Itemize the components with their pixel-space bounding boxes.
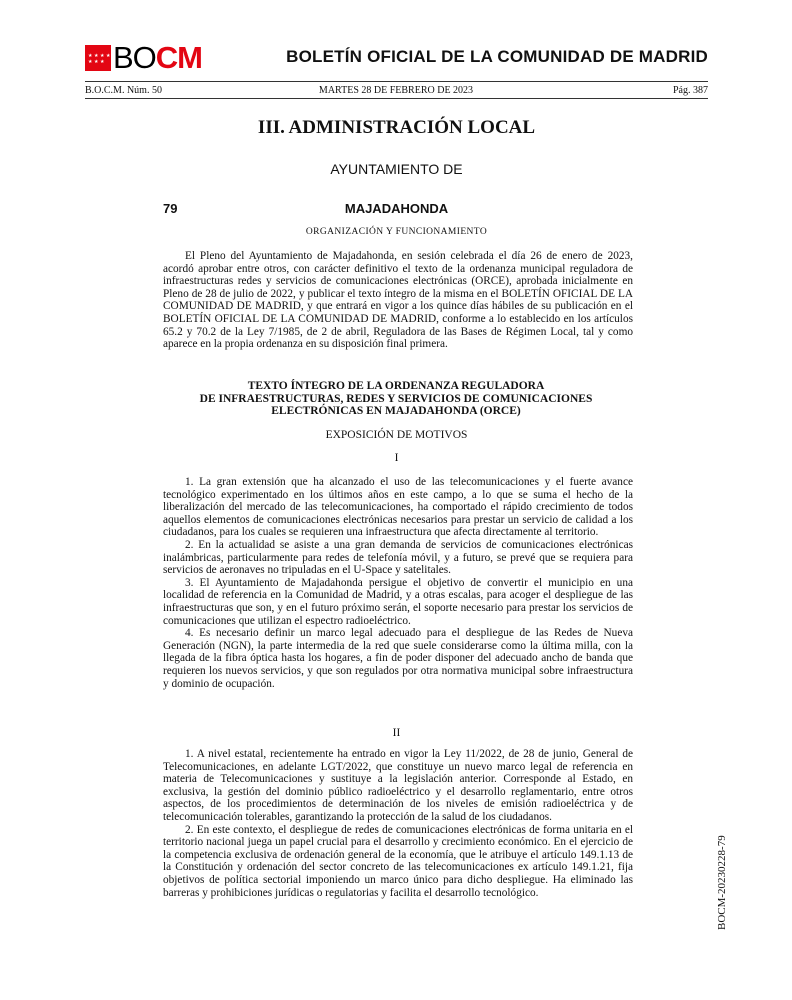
page-number: Pág. 387 (673, 85, 708, 96)
document-code: BOCM-20230228-79 (716, 835, 728, 930)
list-item: 2. En este contexto, el despliegue de redes de comunicaciones electrónicas de forma unitaria en el territorio nacional juega un papel crucial para el desarrollo y crecimiento económico. En el ejercicio de la competencia exclusiva de ordenación general de la economía, que le atribuye el artículo 149.1.13 de la Constitución y ordenación del sector concreto de las telecomunicaciones ex artículo 149.1.21, fija objetivos de política sectorial imponiendo un marco único para dicho despliegue. Ha eliminado las barreras y prohibiciones jurídicas o regulatorias y facilita el desarrollo tecnológico. (163, 823, 633, 899)
list-item: 1. La gran extensión que ha alcanzado el uso de las telecomunicaciones y el fuerte avance tecnológico experimentado en los últimos años en este campo, a lo que se suma el hecho de la liberalización del mercado de las telecomunicaciones, ha comportado el rápido crecimiento de todos aquellos elementos de comunicaciones electrónicas necesarios para prestar un servicio de calidad a los ciudadanos, para los cuales se requieren una infraestructura que afecta directamente al territorio. (163, 476, 633, 539)
announcement-number: 79 (163, 201, 178, 216)
bulletin-number: B.O.C.M. Núm. 50 (85, 85, 162, 96)
part-one (163, 476, 633, 690)
motives-heading: EXPOSICIÓN DE MOTIVOS (325, 429, 468, 441)
header-divider (85, 98, 708, 99)
intro-paragraph: El Pleno del Ayuntamiento de Majadahonda, en sesión celebrada el día 26 de enero de 2023, acordó aprobar entre otros, con carácter definitivo el texto de la ordenanza municipal reguladora de infraestructuras redes y servicios de comunicaciones electrónicas (ORCE), aprobada inicialmente en Pleno de 28 de julio de 2022, y publicar el texto íntegro de la misma en el BOLETÍN OFICIAL DE LA COMUNIDAD DE MADRID, y que entrará en vigor a los quince días hábiles de su publicación en el BOLETÍN OFICIAL DE LA COMUNIDAD DE MADRID, conforme a lo establecido en los artículos 65.2 y 70.2 de la Ley 7/1985, de 2 de abril, Reguladora de las Bases de Régimen Local, tal y como aparece en la propia ordenanza en su disposición final primera. (163, 250, 633, 351)
header-divider (85, 81, 708, 82)
section-title: III. ADMINISTRACIÓN LOCAL (257, 117, 536, 138)
list-item: 2. En la actualidad se asiste a una gran demanda de servicios de comunicaciones electrónicas inalámbricas, particularmente para redes de telefonía móvil, y a futuro, se prevé que se requiera para servicios de aeronaves no tripuladas en el U-Space y satelitales. (163, 538, 633, 577)
city-heading: MAJADAHONDA (344, 201, 449, 216)
bulletin-date: MARTES 28 DE FEBRERO DE 2023 (318, 85, 474, 96)
bocm-logo (85, 40, 203, 75)
logo-text: BOCM (113, 40, 203, 75)
subsection-heading: ORGANIZACIÓN Y FUNCIONAMIENTO (305, 227, 488, 237)
part-two (163, 748, 633, 899)
list-item: 4. Es necesario definir un marco legal adecuado para el despliegue de las Redes de Nueva Generación (NGN), la parte intermedia de la red que suele considerarse como la última milla, con la llegada de la fibra óptica hasta los hogares, a fin de poder disponer del adecuado ancho de banda que requieren los nuevos servicios, y que son regulados por otra normativa municipal sobre infraestructura y dominio de ocupación. (163, 627, 633, 690)
part-numeral: I (394, 452, 399, 464)
entity-heading: AYUNTAMIENTO DE (330, 161, 463, 177)
ordinance-title: TEXTO ÍNTEGRO DE LA ORDENANZA REGULADORA DE INFRAESTRUCTURAS, REDES Y SERVICIOS DE COMUNICACIONES ELECTRÓNICAS EN MAJADAHONDA (ORCE) (199, 380, 593, 417)
madrid-flag-icon: ★ ★ ★ ★ ★ ★ ★ (85, 45, 111, 71)
list-item: 1. A nivel estatal, recientemente ha entrado en vigor la Ley 11/2022, de 28 de junio, General de Telecomunicaciones, en adelante LGT/2022, que constituye un nuevo marco legal de referencia en materia de Telecomunicaciones y sustituye a la legislación anterior. Corresponde al Estado, en exclusiva, la gestión del dominio público radioeléctrico y el desarrollo reglamentario, entre otros aspectos, de los procedimientos de determinación de los niveles de emisión radioeléctrica y de telecomunicación tolerables, garantizando la protección de la salud de los ciudadanos. (163, 748, 633, 823)
list-item: 3. El Ayuntamiento de Majadahonda persigue el objetivo de convertir el municipio en una localidad de referencia en la Comunidad de Madrid, y a otras escalas, para acoger el despliegue de las infraestructuras que son, y en el futuro próximo serán, el soporte necesario para prestar los servicios de comunicaciones que utilizan el espectro radioeléctrico. (163, 576, 633, 627)
bulletin-title: BOLETÍN OFICIAL DE LA COMUNIDAD DE MADRID (286, 47, 708, 66)
part-numeral: II (392, 727, 401, 739)
